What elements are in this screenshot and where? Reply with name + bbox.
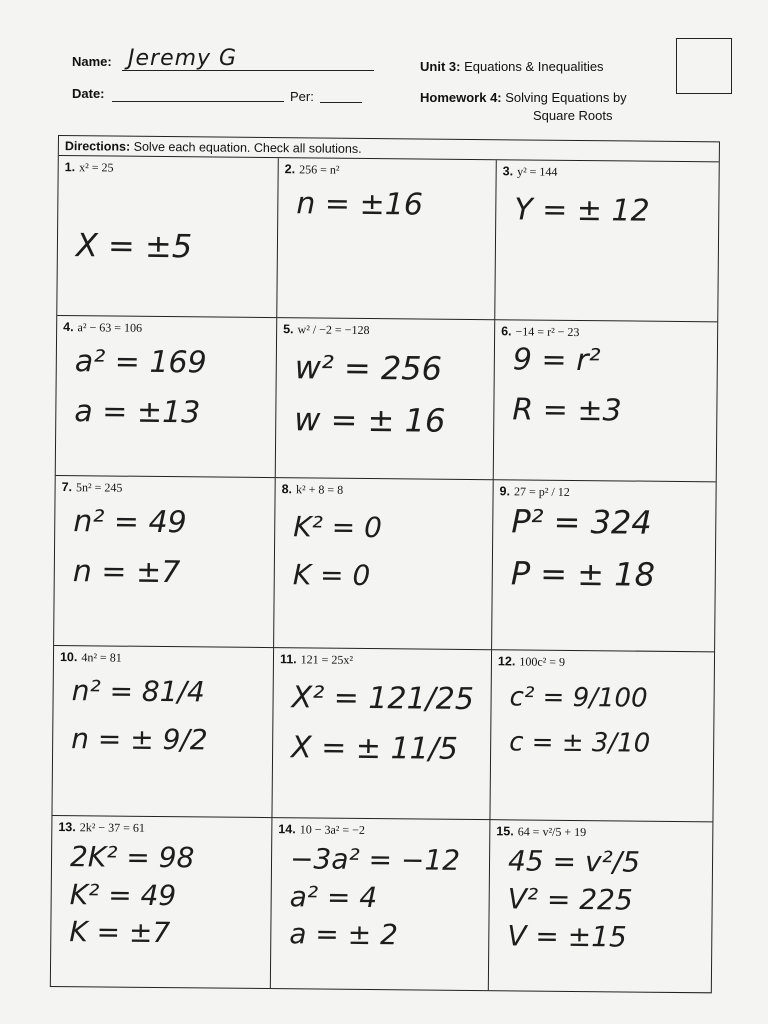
handwritten-work xyxy=(291,680,485,782)
problem-grid-frame xyxy=(50,135,720,993)
problem-number: 2. xyxy=(284,162,296,177)
problem-equation: w² / −2 = −128 xyxy=(297,322,370,337)
unit-name: Equations & Inequalities xyxy=(464,59,604,74)
unit-number: Unit 3: xyxy=(420,59,461,74)
work-line: w² = 256 xyxy=(294,348,443,388)
handwritten-work xyxy=(296,186,489,228)
problem-number: 6. xyxy=(501,324,512,339)
problem-equation: 121 = 25x² xyxy=(300,652,354,667)
work-line: n² = 49 xyxy=(73,504,187,541)
homework-title xyxy=(420,90,627,105)
work-line: 45 = v²/5 xyxy=(507,844,641,879)
problem-number: 3. xyxy=(502,164,514,179)
problem-cell-12 xyxy=(490,650,714,822)
problem-equation: −14 = r² − 23 xyxy=(515,324,580,340)
problem-equation: x² = 25 xyxy=(79,160,114,175)
work-line: K = ±7 xyxy=(69,915,171,950)
work-line: Y = ± 12 xyxy=(514,192,650,229)
work-line: K = 0 xyxy=(292,557,371,592)
problem-statement xyxy=(283,322,369,338)
work-line: P² = 324 xyxy=(511,502,652,542)
date-label: Date: xyxy=(72,86,105,101)
problem-equation: 27 = p² / 12 xyxy=(513,484,570,499)
work-line: a² = 169 xyxy=(74,344,207,381)
handwritten-work xyxy=(294,348,488,455)
problem-number: 11. xyxy=(279,652,297,667)
problem-number: 10. xyxy=(59,650,78,665)
per-label: Per: xyxy=(290,89,314,104)
work-line: a = ± 2 xyxy=(289,917,399,952)
handwritten-work xyxy=(71,674,267,771)
handwritten-work xyxy=(512,342,711,444)
problem-equation: 2k² − 37 = 61 xyxy=(79,820,145,835)
problem-number: 12. xyxy=(497,654,516,669)
work-line: n = ± 9/2 xyxy=(71,721,208,757)
problem-number: 14. xyxy=(278,822,296,837)
problem-equation: 256 = n² xyxy=(299,162,340,177)
problem-number: 8. xyxy=(281,482,293,497)
work-line: P = ± 18 xyxy=(510,554,656,595)
problem-cell-14 xyxy=(271,818,491,990)
handwritten-work xyxy=(509,682,708,774)
work-line: R = ±3 xyxy=(512,392,622,429)
problem-number: 7. xyxy=(61,480,73,495)
problem-number: 9. xyxy=(499,484,511,499)
problem-equation: 5n² = 245 xyxy=(75,480,123,495)
score-box xyxy=(676,38,732,94)
problem-statement xyxy=(60,650,122,666)
problem-cell-7 xyxy=(54,476,276,648)
work-line: 2K² = 98 xyxy=(69,840,195,875)
problem-equation: 4n² = 81 xyxy=(81,650,122,665)
homework-name-line2: Square Roots xyxy=(533,108,613,123)
work-line: n = ±7 xyxy=(72,554,181,591)
problem-statement xyxy=(63,320,142,336)
work-line: c² = 9/100 xyxy=(509,682,648,714)
problem-equation: a² − 63 = 106 xyxy=(77,320,143,335)
handwritten-work xyxy=(292,510,486,607)
homework-name-line1: Solving Equations by xyxy=(505,90,627,105)
name-value: Jeremy G xyxy=(128,46,238,71)
directions-text: Solve each equation. Check all solutions. xyxy=(133,139,362,156)
work-line: 9 = r² xyxy=(512,342,601,379)
work-line: V = ±15 xyxy=(507,919,627,954)
work-line: V² = 225 xyxy=(507,881,633,917)
problem-cell-9 xyxy=(492,480,716,652)
problem-number: 4. xyxy=(63,320,74,335)
work-line: a = ±13 xyxy=(74,394,201,431)
problem-number: 1. xyxy=(64,160,76,175)
problem-equation: 100c² = 9 xyxy=(519,654,566,669)
handwritten-work xyxy=(72,504,268,606)
problem-statement xyxy=(58,820,145,836)
problem-statement xyxy=(496,824,586,840)
handwritten-work xyxy=(507,844,706,959)
problem-number: 13. xyxy=(58,820,76,835)
problem-cell-10 xyxy=(52,646,274,818)
directions-label: Directions: xyxy=(64,139,131,154)
problem-statement xyxy=(500,484,570,500)
date-line xyxy=(112,101,284,102)
problem-cell-11 xyxy=(272,648,492,820)
problem-number: 5. xyxy=(283,322,294,337)
problem-cell-6 xyxy=(494,320,718,482)
problem-number: 15. xyxy=(496,824,514,839)
problem-statement xyxy=(65,160,114,175)
problem-equation: 10 − 3a² = −2 xyxy=(299,822,366,837)
handwritten-work xyxy=(510,502,709,609)
problem-statement xyxy=(282,482,344,498)
work-line: n = ±16 xyxy=(296,186,424,223)
work-line: X = ± 11/5 xyxy=(290,730,459,767)
work-line: K² = 49 xyxy=(69,877,177,912)
problem-cell-13 xyxy=(51,816,273,988)
handwritten-work xyxy=(76,226,271,270)
handwritten-work xyxy=(69,840,265,955)
problem-cell-4 xyxy=(56,316,278,478)
work-line: w = ± 16 xyxy=(294,400,446,441)
work-line: −3a² = −12 xyxy=(289,842,461,877)
problem-statement xyxy=(498,654,565,670)
problem-equation: k² + 8 = 8 xyxy=(295,482,344,497)
handwritten-work xyxy=(74,344,270,446)
work-line: c = ± 3/10 xyxy=(509,727,651,759)
unit-title xyxy=(420,59,604,74)
problem-cell-15 xyxy=(489,820,713,992)
name-label: Name: xyxy=(72,54,112,69)
problem-cell-2 xyxy=(277,158,497,320)
work-line: a² = 4 xyxy=(289,879,378,914)
work-line: n² = 81/4 xyxy=(71,674,205,709)
handwritten-work xyxy=(514,192,712,234)
problem-cell-3 xyxy=(495,160,719,322)
problem-statement xyxy=(501,324,579,340)
work-line: X² = 121/25 xyxy=(291,680,475,718)
work-line: X = ±5 xyxy=(75,226,193,266)
problem-cell-5 xyxy=(276,318,496,480)
problem-grid xyxy=(51,156,719,992)
problem-equation: y² = 144 xyxy=(517,164,558,179)
problem-statement xyxy=(280,652,353,668)
per-line xyxy=(320,102,362,103)
problem-equation: 64 = v²/5 + 19 xyxy=(517,824,587,840)
problem-cell-1 xyxy=(57,156,279,318)
work-line: K² = 0 xyxy=(293,510,383,545)
problem-statement xyxy=(503,164,558,180)
problem-statement xyxy=(285,162,340,178)
homework-number: Homework 4: xyxy=(420,90,502,105)
problem-statement xyxy=(278,822,365,838)
problem-cell-8 xyxy=(274,478,494,650)
problem-statement xyxy=(62,480,123,496)
handwritten-work xyxy=(289,842,483,957)
